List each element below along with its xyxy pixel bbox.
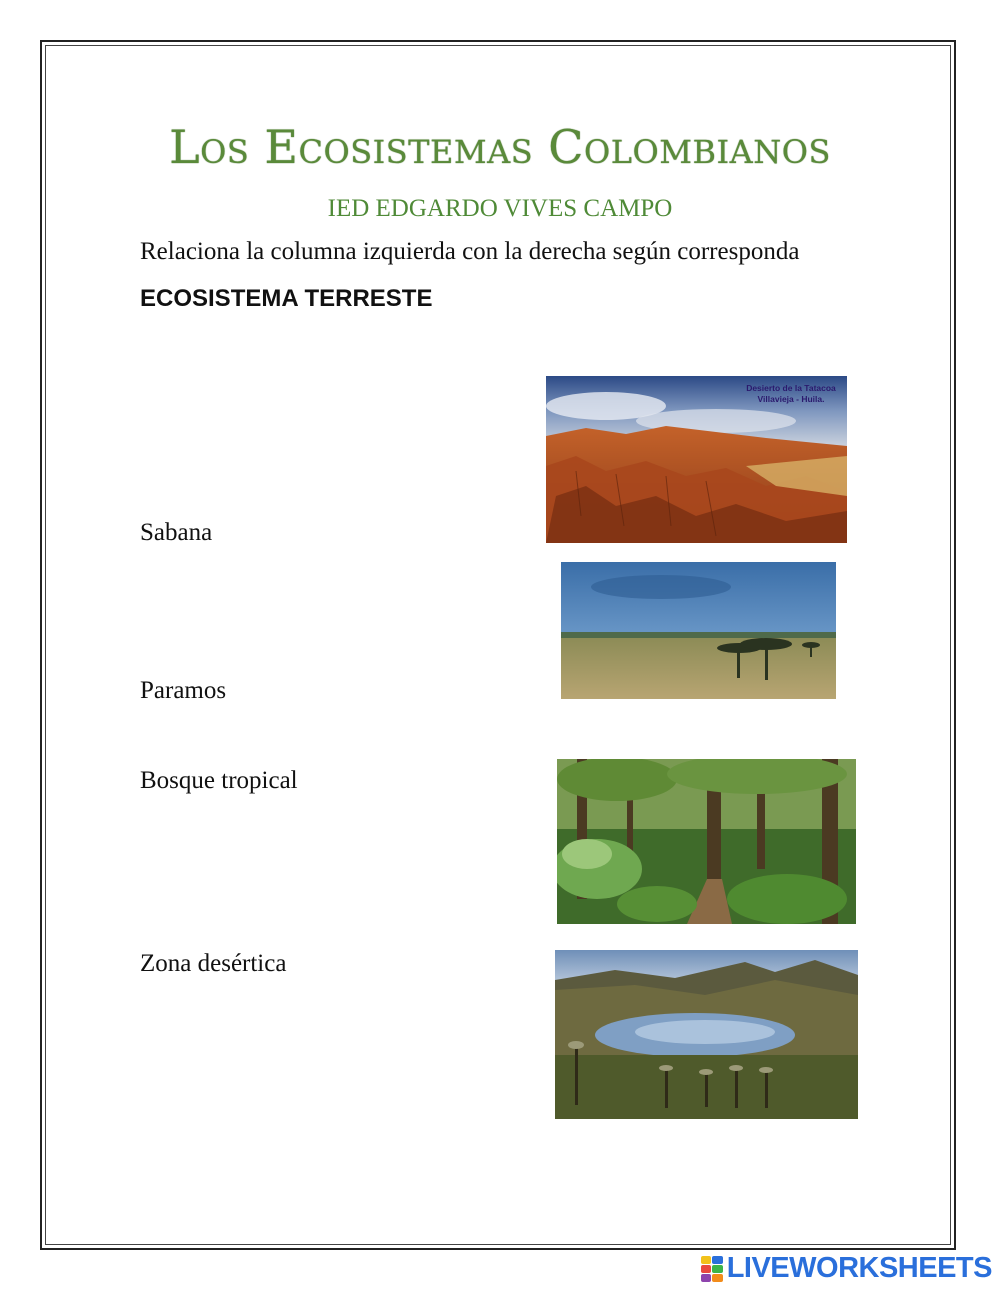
paramo-photo[interactable] bbox=[555, 950, 858, 1119]
liveworksheets-logo-text: LIVEWORKSHEETS bbox=[726, 1252, 992, 1284]
tropical-forest-photo[interactable] bbox=[557, 759, 856, 924]
match-label-sabana[interactable]: Sabana bbox=[140, 519, 213, 546]
school-name: IED EDGARDO VIVES CAMPO bbox=[327, 195, 673, 222]
desert-photo[interactable] bbox=[546, 376, 847, 543]
desert-caption-line2: Villavieja - Huila. bbox=[757, 394, 825, 404]
section-heading: ECOSISTEMA TERRESTE bbox=[140, 285, 433, 312]
match-label-paramos[interactable]: Paramos bbox=[140, 677, 227, 704]
liveworksheets-logo[interactable] bbox=[701, 1252, 992, 1285]
match-label-zona-desertica[interactable]: Zona desértica bbox=[140, 950, 287, 977]
instruction-text: Relaciona la columna izquierda con la derecha según corresponda bbox=[140, 238, 800, 265]
savanna-photo[interactable] bbox=[561, 562, 836, 699]
match-label-bosque-tropical[interactable]: Bosque tropical bbox=[140, 767, 298, 794]
worksheet-title: Los Ecosistemas Colombianos bbox=[169, 120, 831, 174]
liveworksheets-logo-icon bbox=[701, 1256, 723, 1282]
desert-caption-line1: Desierto de la Tatacoa bbox=[746, 383, 836, 393]
